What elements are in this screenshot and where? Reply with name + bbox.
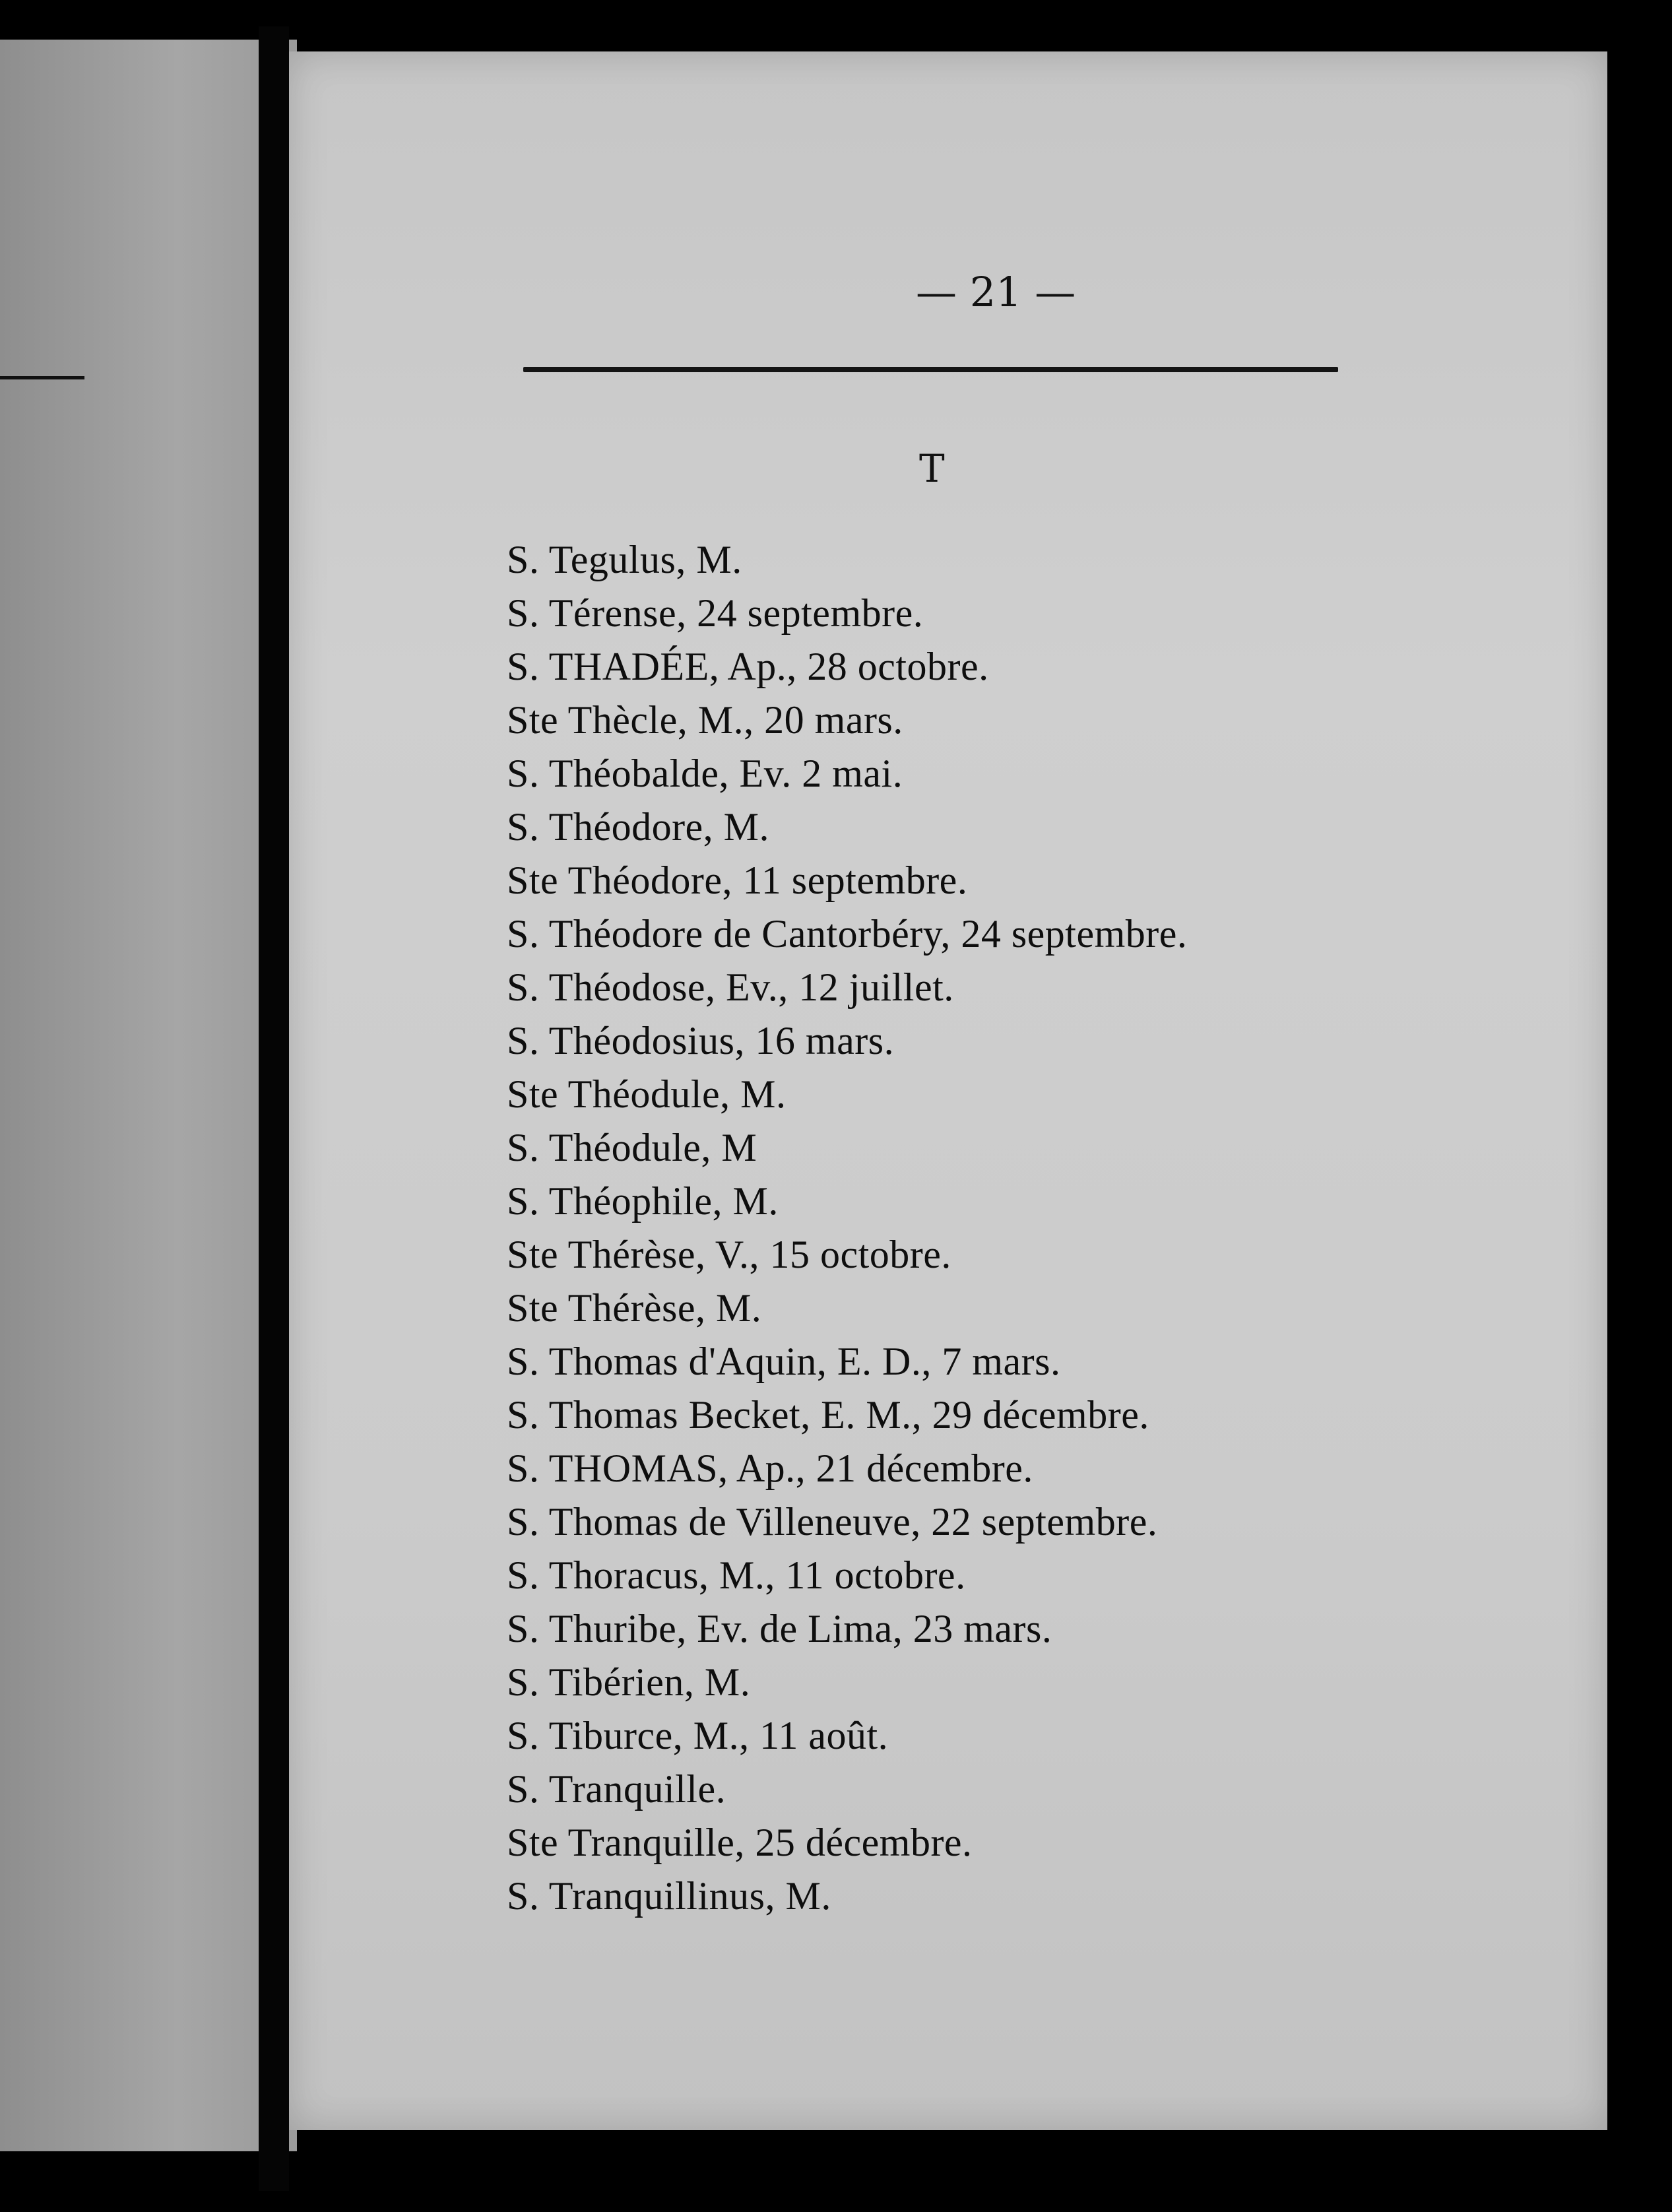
book-gutter <box>259 26 289 2191</box>
list-item: S. Tiburce, M., 11 août. <box>507 1714 889 1757</box>
list-item: S. Thoracus, M., 11 octobre. <box>507 1553 966 1597</box>
list-item: S. Thomas de Villeneuve, 22 septembre. <box>507 1500 1158 1544</box>
list-item: Ste Thècle, M., 20 mars. <box>507 698 903 742</box>
list-item: S. Théodosius, 16 mars. <box>507 1019 895 1062</box>
header-rule <box>523 367 1338 372</box>
list-item: S. Thuribe, Ev. de Lima, 23 mars. <box>507 1607 1052 1650</box>
list-item: Ste Théodore, 11 septembre. <box>507 859 968 902</box>
section-letter: T <box>919 446 945 491</box>
list-item: Ste Théodule, M. <box>507 1072 787 1116</box>
list-item: S. Tranquille. <box>507 1767 726 1811</box>
list-item: S. Théodore, M. <box>507 805 770 849</box>
list-item: S. Térense, 24 septembre. <box>507 591 924 635</box>
list-item: S. THOMAS, Ap., 21 décembre. <box>507 1447 1033 1490</box>
list-item: S. Théodule, M <box>507 1126 757 1169</box>
list-item: Ste Tranquille, 25 décembre. <box>507 1821 973 1864</box>
facing-page-edge <box>0 40 297 2151</box>
list-item: S. Thomas Becket, E. M., 29 décembre. <box>507 1393 1149 1437</box>
page-number: — 21 — <box>916 268 1076 316</box>
page <box>289 51 1607 2130</box>
list-item: S. Théobalde, Ev. 2 mai. <box>507 752 903 795</box>
saint-list <box>507 533 1187 1923</box>
list-item: S. Tranquillinus, M. <box>507 1874 831 1918</box>
list-item: S. Théophile, M. <box>507 1179 779 1223</box>
facing-page-rule <box>0 376 84 379</box>
list-item: S. Thomas d'Aquin, E. D., 7 mars. <box>507 1340 1061 1383</box>
list-item: S. Tibérien, M. <box>507 1660 751 1704</box>
list-item: Ste Thérèse, V., 15 octobre. <box>507 1233 951 1276</box>
list-item: S. Théodose, Ev., 12 juillet. <box>507 965 954 1009</box>
list-item: S. Théodore de Cantorbéry, 24 septembre. <box>507 912 1188 956</box>
list-item: S. THADÉE, Ap., 28 octobre. <box>507 645 989 688</box>
list-item: S. Tegulus, M. <box>507 538 742 581</box>
list-item: Ste Thérèse, M. <box>507 1286 762 1330</box>
